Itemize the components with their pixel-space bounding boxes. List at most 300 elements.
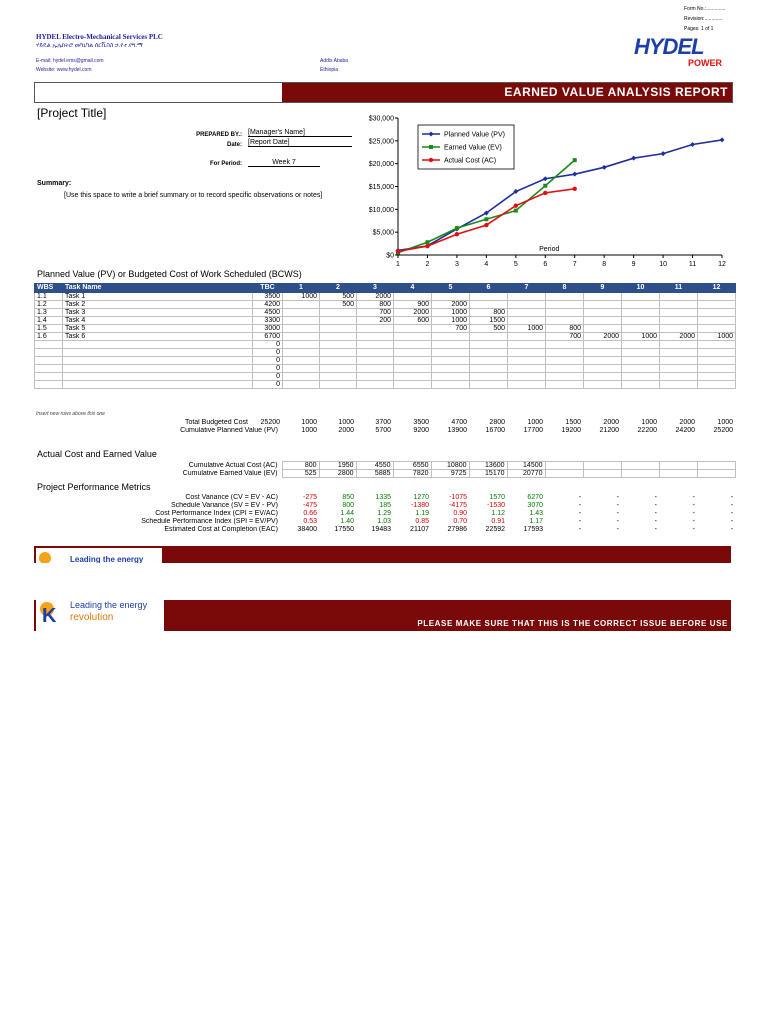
pv-cell[interactable] (584, 317, 622, 325)
metric-value: 1.03 (377, 518, 391, 525)
metric-value: - (654, 518, 657, 525)
pv-cell[interactable] (546, 293, 584, 301)
actual-cost-cell[interactable]: 14500 (507, 462, 545, 470)
y-tick-label: $25,000 (368, 138, 394, 146)
ac-point (484, 223, 488, 227)
ac-point (573, 187, 577, 191)
pv-cell[interactable]: 800 (357, 301, 394, 309)
pv-cell[interactable] (622, 325, 660, 333)
earned-value-cell[interactable]: 2800 (319, 470, 356, 478)
total-tbc: 25200 (260, 419, 280, 426)
pv-cell[interactable] (283, 309, 320, 317)
pv-cell[interactable]: 1000 (698, 333, 736, 341)
pv-cell[interactable] (698, 293, 736, 301)
pv-cell[interactable] (320, 349, 357, 357)
total-cell: 3700 (375, 419, 391, 426)
pv-cell[interactable] (660, 301, 698, 309)
metrics-section-title: Project Performance Metrics (37, 482, 151, 492)
pv-cell[interactable] (470, 357, 508, 365)
pv-cell[interactable] (508, 317, 546, 325)
metric-value: - (692, 502, 695, 509)
pv-cell[interactable] (508, 373, 546, 381)
pv-point (661, 151, 666, 156)
pv-cell[interactable]: Task 4 (63, 317, 253, 325)
pv-cell[interactable] (584, 309, 622, 317)
pv-cell[interactable] (698, 317, 736, 325)
pv-cell[interactable] (283, 317, 320, 325)
pv-cell[interactable] (546, 317, 584, 325)
pv-cell[interactable] (622, 317, 660, 325)
pv-cell[interactable]: 3300 (253, 317, 283, 325)
actual-cost-cell[interactable] (697, 462, 735, 470)
metric-value: 1570 (489, 494, 505, 501)
pv-cell[interactable] (660, 293, 698, 301)
metric-value: 0.91 (491, 518, 505, 525)
metric-value: - (578, 526, 581, 533)
pv-cell[interactable] (432, 341, 470, 349)
pv-cell[interactable] (546, 373, 584, 381)
pv-cell[interactable] (584, 365, 622, 373)
pv-cell[interactable] (470, 293, 508, 301)
pv-task-row[interactable] (35, 301, 736, 309)
pv-cell[interactable]: 800 (470, 309, 508, 317)
actual-cost-cell[interactable] (659, 462, 697, 470)
pv-cell[interactable]: 1.3 (35, 309, 63, 317)
cumulative-pv-row (34, 427, 735, 435)
actual-cost-cell[interactable] (621, 462, 659, 470)
pv-cell[interactable] (622, 381, 660, 389)
pv-cell[interactable] (63, 365, 253, 373)
pv-cell[interactable]: 2000 (660, 333, 698, 341)
actual-cost-cell[interactable]: 4550 (356, 462, 393, 470)
pv-cell[interactable] (508, 333, 546, 341)
pv-cell[interactable] (546, 309, 584, 317)
pv-cell[interactable]: 6700 (253, 333, 283, 341)
pv-cell[interactable]: 2000 (432, 301, 470, 309)
company-name-amharic: ሃይዴል ኢሌክትሮ መካኒካል ሰርቪስስ ኃ.የተ.የግ.ማ (36, 43, 143, 49)
pv-task-row[interactable] (35, 365, 736, 373)
pv-cell[interactable] (432, 333, 470, 341)
pv-cell[interactable] (546, 357, 584, 365)
pv-cell[interactable] (357, 365, 394, 373)
ev-point (484, 217, 488, 221)
total-cell: 2800 (489, 419, 505, 426)
earned-value-cell[interactable] (583, 470, 621, 478)
pv-header-cell: 5 (432, 284, 470, 293)
pv-task-row[interactable] (35, 357, 736, 365)
pv-cell[interactable] (622, 301, 660, 309)
metric-value: -1530 (487, 502, 505, 509)
pv-cell[interactable]: Task 6 (63, 333, 253, 341)
metric-value: 19483 (371, 526, 391, 533)
prepared-by-field[interactable]: [Manager's Name] (248, 129, 352, 137)
report-title: EARNED VALUE ANALYSIS REPORT (504, 85, 728, 99)
pv-cell[interactable]: 600 (394, 317, 432, 325)
pv-cell[interactable] (622, 341, 660, 349)
pv-cell[interactable]: 1000 (432, 317, 470, 325)
pv-cell[interactable]: Task 1 (63, 293, 253, 301)
cumulative-pv-cell: 24200 (675, 427, 695, 434)
y-tick-label: $20,000 (368, 161, 394, 169)
earned-value-cell[interactable]: 15170 (469, 470, 507, 478)
company-name: HYDEL Electro-Mechanical Services PLC (36, 33, 163, 41)
pv-cell[interactable] (698, 309, 736, 317)
pv-cell[interactable] (660, 349, 698, 357)
pv-header-cell: 3 (357, 284, 394, 293)
pv-cell[interactable] (660, 341, 698, 349)
pv-cell[interactable] (63, 357, 253, 365)
pv-cell[interactable] (698, 341, 736, 349)
pv-cell[interactable]: 4500 (253, 309, 283, 317)
ev-chart (360, 108, 732, 274)
pv-task-row[interactable] (35, 293, 736, 301)
pv-cell[interactable]: 2000 (394, 309, 432, 317)
cumulative-pv-cell: 5700 (375, 427, 391, 434)
pv-cell[interactable]: 1.2 (35, 301, 63, 309)
pv-cell[interactable] (698, 381, 736, 389)
pv-cell[interactable]: 0 (253, 341, 283, 349)
summary-text[interactable]: [Use this space to write a brief summary or to record specific observations or notes] (64, 192, 323, 199)
metric-value: 0.85 (415, 518, 429, 525)
actual-cost-cell[interactable] (545, 462, 583, 470)
pv-cell[interactable] (660, 373, 698, 381)
pv-cell[interactable]: 1500 (470, 317, 508, 325)
pv-cell[interactable] (283, 365, 320, 373)
actual-cost-cell[interactable]: 6550 (393, 462, 431, 470)
pv-cell[interactable]: 1000 (622, 333, 660, 341)
pv-cell[interactable] (508, 293, 546, 301)
pv-cell[interactable] (320, 357, 357, 365)
pv-cell[interactable] (320, 309, 357, 317)
pv-cell[interactable] (394, 333, 432, 341)
pv-cell[interactable] (394, 357, 432, 365)
pv-cell[interactable]: 1.6 (35, 333, 63, 341)
pv-header-cell: TBC (253, 284, 283, 293)
pv-cell[interactable]: 3000 (253, 325, 283, 333)
pv-cell[interactable] (546, 381, 584, 389)
pv-cell[interactable]: 2000 (357, 293, 394, 301)
pv-cell[interactable]: 0 (253, 373, 283, 381)
pv-cell[interactable] (584, 293, 622, 301)
pv-header-cell: 6 (470, 284, 508, 293)
metric-value: 1.44 (340, 510, 354, 517)
pv-cell[interactable]: 200 (357, 317, 394, 325)
legend-label: Earned Value (EV) (444, 144, 502, 152)
pv-cell[interactable] (35, 365, 63, 373)
metric-value: - (616, 494, 619, 501)
pv-cell[interactable]: 0 (253, 365, 283, 373)
pv-cell[interactable] (357, 325, 394, 333)
pv-cell[interactable] (508, 301, 546, 309)
pv-cell[interactable]: 1.5 (35, 325, 63, 333)
pv-header-cell: Task Name (63, 284, 253, 293)
pv-cell[interactable] (394, 293, 432, 301)
pv-cell[interactable] (622, 365, 660, 373)
pv-cell[interactable]: 500 (320, 293, 357, 301)
pv-cell[interactable]: 1000 (283, 293, 320, 301)
actual-cost-cell[interactable]: 10800 (431, 462, 469, 470)
pv-point (631, 156, 636, 161)
metric-row (34, 494, 735, 502)
pv-cell[interactable] (508, 309, 546, 317)
metric-value: - (692, 510, 695, 517)
pv-cell[interactable] (584, 341, 622, 349)
metric-value: 0.66 (303, 510, 317, 517)
pv-cell[interactable]: 900 (394, 301, 432, 309)
pv-cell[interactable] (283, 357, 320, 365)
metric-value: 38400 (297, 526, 317, 533)
earned-value-cell[interactable]: 9725 (431, 470, 469, 478)
pv-cell[interactable] (357, 349, 394, 357)
pv-cell[interactable] (622, 357, 660, 365)
ac-point (455, 232, 459, 236)
pv-cell[interactable] (63, 381, 253, 389)
pv-cell[interactable] (660, 317, 698, 325)
pv-task-row[interactable] (35, 349, 736, 357)
cumulative-pv-cell: 21200 (599, 427, 619, 434)
pv-task-row[interactable] (35, 317, 736, 325)
metric-value: - (730, 510, 733, 517)
pv-cell[interactable] (320, 341, 357, 349)
pv-cell[interactable] (470, 349, 508, 357)
pv-cell[interactable] (283, 333, 320, 341)
earned-value-cell[interactable] (659, 470, 697, 478)
metric-value: 1.17 (529, 518, 543, 525)
pv-cell[interactable] (584, 325, 622, 333)
pv-cell[interactable] (508, 381, 546, 389)
pv-header-cell: 7 (508, 284, 546, 293)
cumulative-pv-cell: 16700 (485, 427, 505, 434)
actual-cost-cell[interactable]: 13600 (469, 462, 507, 470)
pv-task-row[interactable] (35, 309, 736, 317)
pv-cell[interactable] (283, 381, 320, 389)
pv-cell[interactable] (698, 373, 736, 381)
pv-cell[interactable] (394, 325, 432, 333)
pv-cell[interactable] (35, 349, 63, 357)
actual-cost-cell[interactable] (583, 462, 621, 470)
metric-value: 3070 (527, 502, 543, 509)
earned-value-cell[interactable] (697, 470, 735, 478)
pv-cell[interactable] (508, 341, 546, 349)
pv-cell[interactable] (320, 381, 357, 389)
pv-task-row[interactable] (35, 341, 736, 349)
pv-cell[interactable] (508, 349, 546, 357)
k-logo-icon: K (42, 605, 57, 627)
pv-cell[interactable]: 700 (357, 309, 394, 317)
pv-cell[interactable]: 800 (546, 325, 584, 333)
earned-value-cell[interactable] (621, 470, 659, 478)
pv-cell[interactable]: 700 (432, 325, 470, 333)
metric-value: - (730, 494, 733, 501)
pv-cell[interactable] (698, 357, 736, 365)
pv-point (720, 137, 725, 142)
cumulative-pv-cell: 1000 (301, 427, 317, 434)
pv-header-cell: 8 (546, 284, 584, 293)
pv-cell[interactable] (470, 301, 508, 309)
metric-row (34, 502, 735, 510)
actual-cost-cell[interactable]: 1950 (319, 462, 356, 470)
pv-cell[interactable] (432, 349, 470, 357)
date-field[interactable]: [Report Date] (248, 139, 352, 147)
pv-cell[interactable]: 500 (320, 301, 357, 309)
pv-task-row[interactable] (35, 373, 736, 381)
x-tick-label: 4 (484, 261, 489, 268)
pv-cell[interactable] (320, 325, 357, 333)
ac-point (425, 244, 429, 248)
pv-cell[interactable] (698, 301, 736, 309)
pv-point (602, 165, 607, 170)
pv-cell[interactable]: 700 (546, 333, 584, 341)
metric-value: 1.19 (415, 510, 429, 517)
pv-cell[interactable] (283, 341, 320, 349)
pv-cell[interactable] (622, 309, 660, 317)
pv-cell[interactable] (394, 365, 432, 373)
pv-cell[interactable] (584, 373, 622, 381)
pv-cell[interactable] (63, 373, 253, 381)
pv-cell[interactable] (283, 301, 320, 309)
pv-cell[interactable] (394, 349, 432, 357)
pv-cell[interactable] (63, 341, 253, 349)
pv-cell[interactable] (660, 365, 698, 373)
earned-value-cell[interactable]: 525 (282, 470, 319, 478)
pv-cell[interactable] (622, 349, 660, 357)
pv-cell[interactable]: 0 (253, 381, 283, 389)
pv-cell[interactable]: 1.4 (35, 317, 63, 325)
pv-cell[interactable] (546, 365, 584, 373)
pv-cell[interactable] (546, 341, 584, 349)
pv-header-cell: 12 (698, 284, 736, 293)
pv-cell[interactable] (508, 365, 546, 373)
pv-cell[interactable]: 2000 (584, 333, 622, 341)
pv-cell[interactable] (432, 365, 470, 373)
metric-value: 1.40 (340, 518, 354, 525)
pv-point (572, 172, 577, 177)
pv-cell[interactable] (698, 349, 736, 357)
pv-cell[interactable] (357, 333, 394, 341)
pv-cell[interactable]: Task 5 (63, 325, 253, 333)
pv-cell[interactable] (35, 357, 63, 365)
actual-cost-cell[interactable]: 800 (282, 462, 319, 470)
pv-cell[interactable] (584, 357, 622, 365)
pv-cell[interactable]: 3500 (253, 293, 283, 301)
pv-totals-table (34, 419, 735, 435)
pv-cell[interactable] (320, 317, 357, 325)
pv-cell[interactable] (357, 373, 394, 381)
total-budgeted-row (34, 419, 735, 427)
pv-cell[interactable] (660, 381, 698, 389)
pv-cell[interactable] (660, 325, 698, 333)
x-axis-title: Period (539, 246, 560, 253)
pv-cell[interactable] (546, 301, 584, 309)
pv-cell[interactable] (470, 341, 508, 349)
pv-cell[interactable] (320, 373, 357, 381)
tagline-line-1: Leading the energy (70, 600, 148, 610)
pages: Pages: 1 of 1 (684, 26, 714, 32)
pv-cell[interactable] (622, 293, 660, 301)
pv-cell[interactable] (660, 309, 698, 317)
pv-cell[interactable] (698, 365, 736, 373)
pv-cell[interactable] (622, 373, 660, 381)
pv-cell[interactable] (470, 373, 508, 381)
logo-text: HYDEL (634, 34, 704, 59)
pv-cell[interactable] (470, 333, 508, 341)
pv-cell[interactable] (660, 357, 698, 365)
metric-label: Schedule Variance (SV = EV - PV) (170, 502, 278, 509)
earned-value-cell[interactable] (545, 470, 583, 478)
total-cell: 1500 (565, 419, 581, 426)
pv-cell[interactable]: 1000 (432, 309, 470, 317)
pv-cell[interactable]: 1000 (508, 325, 546, 333)
metric-value: - (616, 510, 619, 517)
pv-cell[interactable] (35, 341, 63, 349)
ac-section-title: Actual Cost and Earned Value (37, 449, 157, 459)
earned-value-cell[interactable]: 7820 (393, 470, 431, 478)
total-cell: 1000 (338, 419, 354, 426)
pv-cell[interactable] (432, 357, 470, 365)
pv-cell[interactable]: 0 (253, 349, 283, 357)
pv-cell[interactable] (394, 381, 432, 389)
period-field[interactable]: Week 7 (248, 159, 320, 167)
pv-cell[interactable] (546, 349, 584, 357)
pv-task-row[interactable] (35, 381, 736, 389)
pv-cell[interactable] (394, 341, 432, 349)
pv-task-row[interactable] (35, 333, 736, 341)
pv-cell[interactable]: 4200 (253, 301, 283, 309)
metric-value: 1.29 (377, 510, 391, 517)
pv-cell[interactable] (35, 381, 63, 389)
ev-point (425, 240, 429, 244)
pv-cell[interactable]: 500 (470, 325, 508, 333)
pv-cell[interactable]: 0 (253, 357, 283, 365)
pv-cell[interactable] (320, 333, 357, 341)
x-tick-label: 10 (659, 261, 667, 268)
pv-cell[interactable] (35, 373, 63, 381)
insert-rows-note: Insert new rows above this one (36, 411, 105, 417)
pv-cell[interactable] (357, 381, 394, 389)
pv-cell[interactable] (508, 357, 546, 365)
pv-cell[interactable] (584, 301, 622, 309)
pv-cell[interactable] (283, 349, 320, 357)
pv-cell[interactable] (470, 381, 508, 389)
metric-value: 800 (342, 502, 354, 509)
earned-value-cell[interactable]: 20770 (507, 470, 545, 478)
project-title[interactable]: [Project Title] (37, 106, 107, 120)
pv-task-row[interactable] (35, 325, 736, 333)
metric-value: 0.90 (453, 510, 467, 517)
pv-cell[interactable] (432, 293, 470, 301)
pv-cell[interactable] (470, 365, 508, 373)
pv-cell[interactable] (584, 381, 622, 389)
pv-cell[interactable] (63, 349, 253, 357)
pv-cell[interactable] (584, 349, 622, 357)
pv-cell[interactable] (320, 365, 357, 373)
pv-cell[interactable] (698, 325, 736, 333)
pv-cell[interactable]: Task 3 (63, 309, 253, 317)
pv-cell[interactable] (432, 381, 470, 389)
earned-value-cell[interactable]: 5885 (356, 470, 393, 478)
pv-cell[interactable] (357, 357, 394, 365)
pv-cell[interactable] (283, 373, 320, 381)
pv-cell[interactable]: 1.1 (35, 293, 63, 301)
pv-cell[interactable] (394, 373, 432, 381)
pv-header-cell: 1 (283, 284, 320, 293)
pv-cell[interactable] (432, 373, 470, 381)
x-tick-label: 11 (688, 261, 697, 268)
pv-cell[interactable]: Task 2 (63, 301, 253, 309)
pv-cell[interactable] (357, 341, 394, 349)
pv-header-cell: 4 (394, 284, 432, 293)
pv-cell[interactable] (283, 325, 320, 333)
